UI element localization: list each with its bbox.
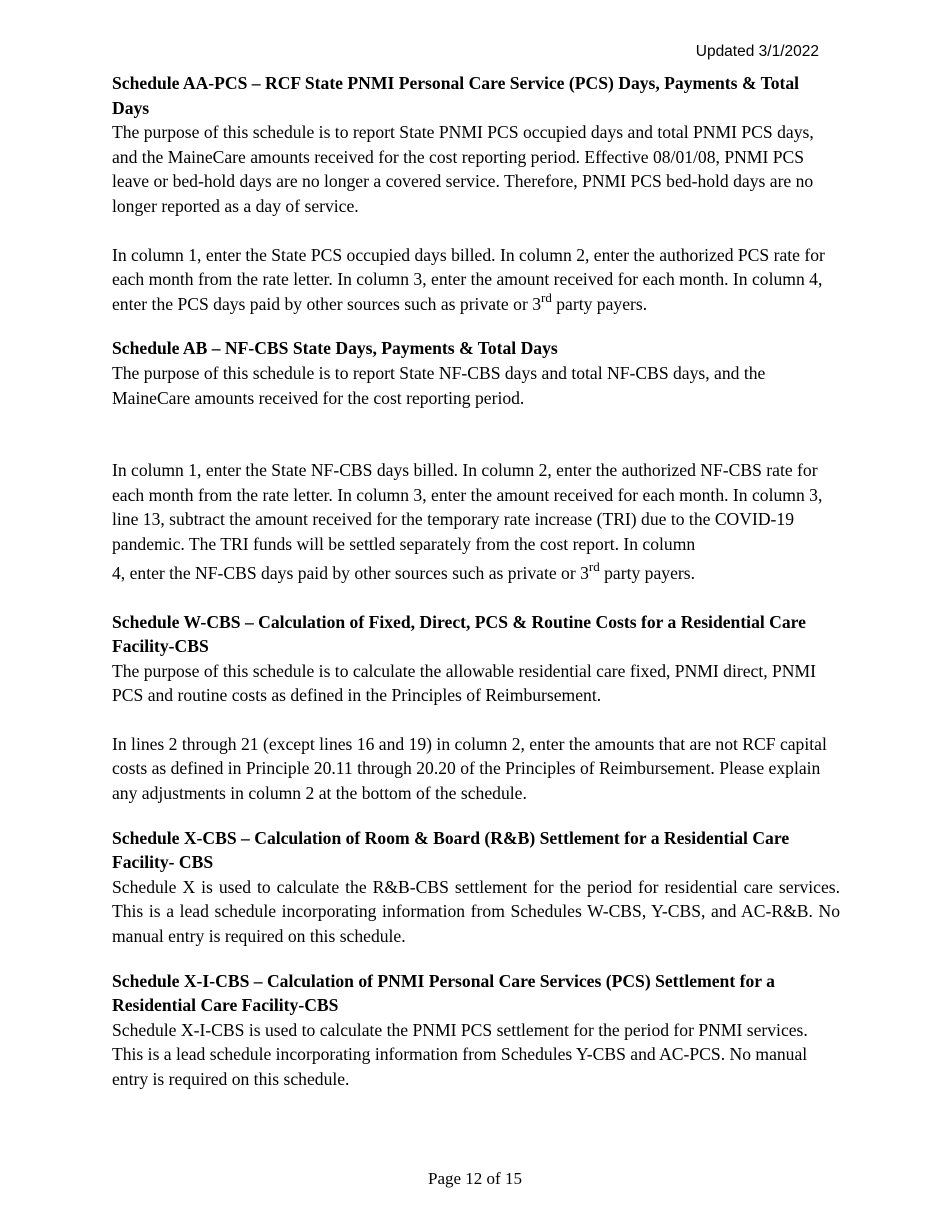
section-schedule-x-cbs <box>112 826 840 949</box>
section-schedule-w-cbs <box>112 610 840 806</box>
paragraph <box>112 557 840 590</box>
document-body <box>112 71 840 1092</box>
paragraph-text: In column 1, enter the State PCS occupied days billed. In column 2, enter the authorized PCS rate for each month from the rate letter. In column 3, enter the amount received for each month. In column 4, enter the PCS days paid by other sources such as private or 3 <box>112 244 825 314</box>
paragraph-text: party payers. <box>551 293 648 314</box>
paragraph: In column 1, enter the State NF-CBS days billed. In column 2, enter the authorized NF-CBS rate for each month from the rate letter. In column 3, enter the amount received for each month. In column 3, line 13, subtract the amount received for the temporary rate increase (TRI) due to the COVID-19 pandemic. The TRI funds will be settled separately from the cost report. In column <box>112 460 823 554</box>
paragraph: The purpose of this schedule is to report State PNMI PCS occupied days and total PNMI PCS days, and the MaineCare amounts received for the cost reporting period. Effective 08/01/08, PNMI PCS leave or bed-hold days are no longer a covered service. Therefore, PNMI PCS bed-hold days are no longer reported as a day of service. <box>112 122 814 216</box>
superscript: rd <box>588 558 600 574</box>
section-heading: Schedule AA-PCS – RCF State PNMI Personal Care Service (PCS) Days, Payments & Total Days <box>112 73 800 118</box>
paragraph: The purpose of this schedule is to calculate the allowable residential care fixed, PNMI direct, PNMI PCS and routine costs as defined in the Principles of Reimbursement. <box>112 660 817 706</box>
paragraph-text: 4, enter the NF-CBS days paid by other sources such as private or 3 <box>112 562 589 583</box>
section-schedule-x-i-cbs <box>112 969 840 1092</box>
section-heading: Schedule AB – NF-CBS State Days, Payments & Total Days <box>112 338 558 359</box>
section-heading: Schedule X-I-CBS – Calculation of PNMI Personal Care Services (PCS) Settlement for a Residential Care Facility-CBS <box>112 970 775 1016</box>
section-schedule-ab <box>112 336 840 589</box>
section-schedule-aa-pcs <box>112 71 840 316</box>
section-heading: Schedule W-CBS – Calculation of Fixed, Direct, PCS & Routine Costs for a Residential Care Facility-CBS <box>112 611 806 657</box>
section-heading: Schedule X-CBS – Calculation of Room & Board (R&B) Settlement for a Residential Care Facility- CBS <box>112 827 790 873</box>
updated-date: Updated 3/1/2022 <box>695 43 819 60</box>
paragraph: Schedule X-I-CBS is used to calculate the PNMI PCS settlement for the period for PNMI services. This is a lead schedule incorporating information from Schedules Y-CBS and AC-PCS. No manual entry is required on this schedule. <box>112 1019 808 1089</box>
superscript: rd <box>541 289 552 305</box>
paragraph-text: party payers. <box>599 562 695 583</box>
paragraph <box>112 243 840 317</box>
paragraph: In lines 2 through 21 (except lines 16 and 19) in column 2, enter the amounts that are not RCF capital costs as defined in Principle 20.11 through 20.20 of the Principles of Reimbursement. Please explain any adjustments in column 2 at the bottom of the schedule. <box>112 733 827 804</box>
page-number: Page 12 of 15 <box>428 1169 522 1188</box>
paragraph: The purpose of this schedule is to report State NF-CBS days and total NF-CBS days, and the MaineCare amounts received for the cost reporting period. <box>112 362 766 408</box>
paragraph: Schedule X is used to calculate the R&B-CBS settlement for the period for residential care services. This is a lead schedule incorporating information from Schedules W-CBS, Y-CBS, and AC-R&B. No manual entry is required on this schedule. <box>112 876 840 947</box>
